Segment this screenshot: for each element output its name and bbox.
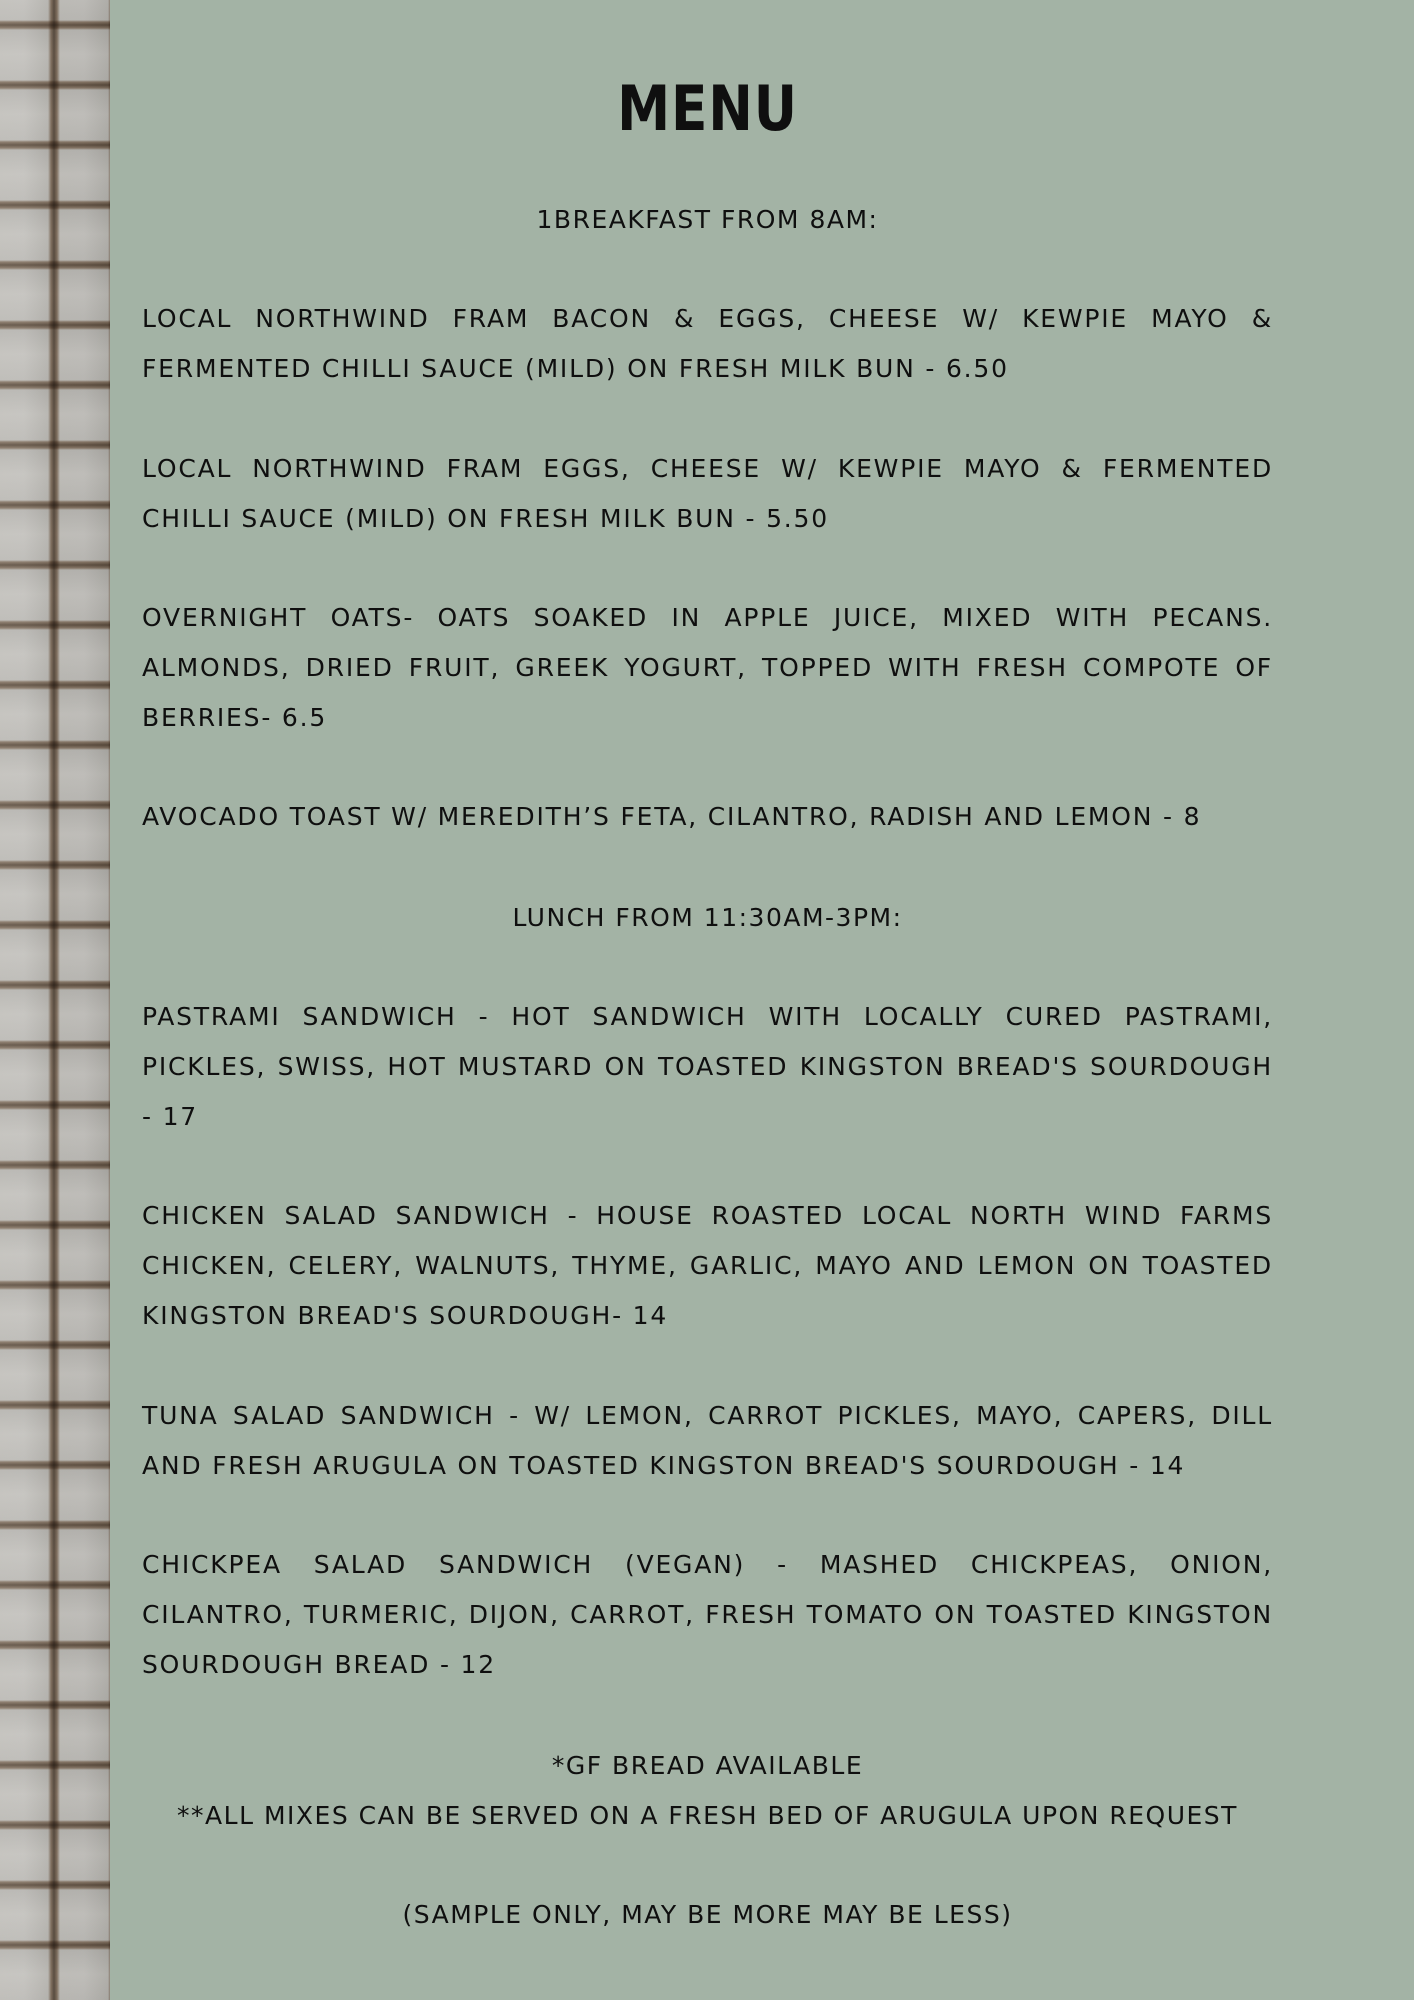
breakfast-item: AVOCADO TOAST W/ MEREDITH’S FETA, CILANTRO, RADISH AND LEMON - 8 xyxy=(142,802,1202,831)
menu-panel xyxy=(110,0,1414,2000)
breakfast-item: LOCAL NORTHWIND FRAM EGGS, CHEESE W/ KEWPIE MAYO & FERMENTED CHILLI SAUCE (MILD) ON FRESH MILK BUN - 5.50 xyxy=(142,454,1273,533)
tile-wall-decoration xyxy=(0,0,110,2000)
breakfast-item: OVERNIGHT OATS- OATS SOAKED IN APPLE JUICE, MIXED WITH PECANS. ALMONDS, DRIED FRUIT, GREEK YOGURT, TOPPED WITH FRESH COMPOTE OF BERRIES- 6.5 xyxy=(142,603,1273,732)
sample-disclaimer: (SAMPLE ONLY, MAY BE MORE MAY BE LESS) xyxy=(402,1900,1013,1929)
breakfast-item: LOCAL NORTHWIND FRAM BACON & EGGS, CHEESE W/ KEWPIE MAYO & FERMENTED CHILLI SAUCE (MILD) ON FRESH MILK BUN - 6.50 xyxy=(142,304,1273,383)
lunch-item: CHICKPEA SALAD SANDWICH (VEGAN) - MASHED CHICKPEAS, ONION, CILANTRO, TURMERIC, DIJON, CARROT, FRESH TOMATO ON TOASTED KINGSTON SOURDOUGH BREAD - 12 xyxy=(142,1550,1273,1679)
lunch-heading: LUNCH FROM 11:30AM-3PM: xyxy=(512,903,903,932)
lunch-item: TUNA SALAD SANDWICH - W/ LEMON, CARROT PICKLES, MAYO, CAPERS, DILL AND FRESH ARUGULA ON TOASTED KINGSTON BREAD'S SOURDOUGH - 14 xyxy=(142,1401,1273,1480)
lunch-item: CHICKEN SALAD SANDWICH - HOUSE ROASTED LOCAL NORTH WIND FARMS CHICKEN, CELERY, WALNUTS, THYME, GARLIC, MAYO AND LEMON ON TOASTED KINGSTON BREAD'S SOURDOUGH- 14 xyxy=(142,1201,1273,1330)
breakfast-heading: 1BREAKFAST FROM 8AM: xyxy=(536,205,879,234)
lunch-item: PASTRAMI SANDWICH - HOT SANDWICH WITH LOCALLY CURED PASTRAMI, PICKLES, SWISS, HOT MUSTARD ON TOASTED KINGSTON BREAD'S SOURDOUGH - 17 xyxy=(142,1002,1273,1131)
menu-title: MENU xyxy=(617,72,798,145)
arugula-note: **ALL MIXES CAN BE SERVED ON A FRESH BED OF ARUGULA UPON REQUEST xyxy=(177,1801,1238,1830)
gf-bread-note: *GF BREAD AVAILABLE xyxy=(551,1751,864,1780)
